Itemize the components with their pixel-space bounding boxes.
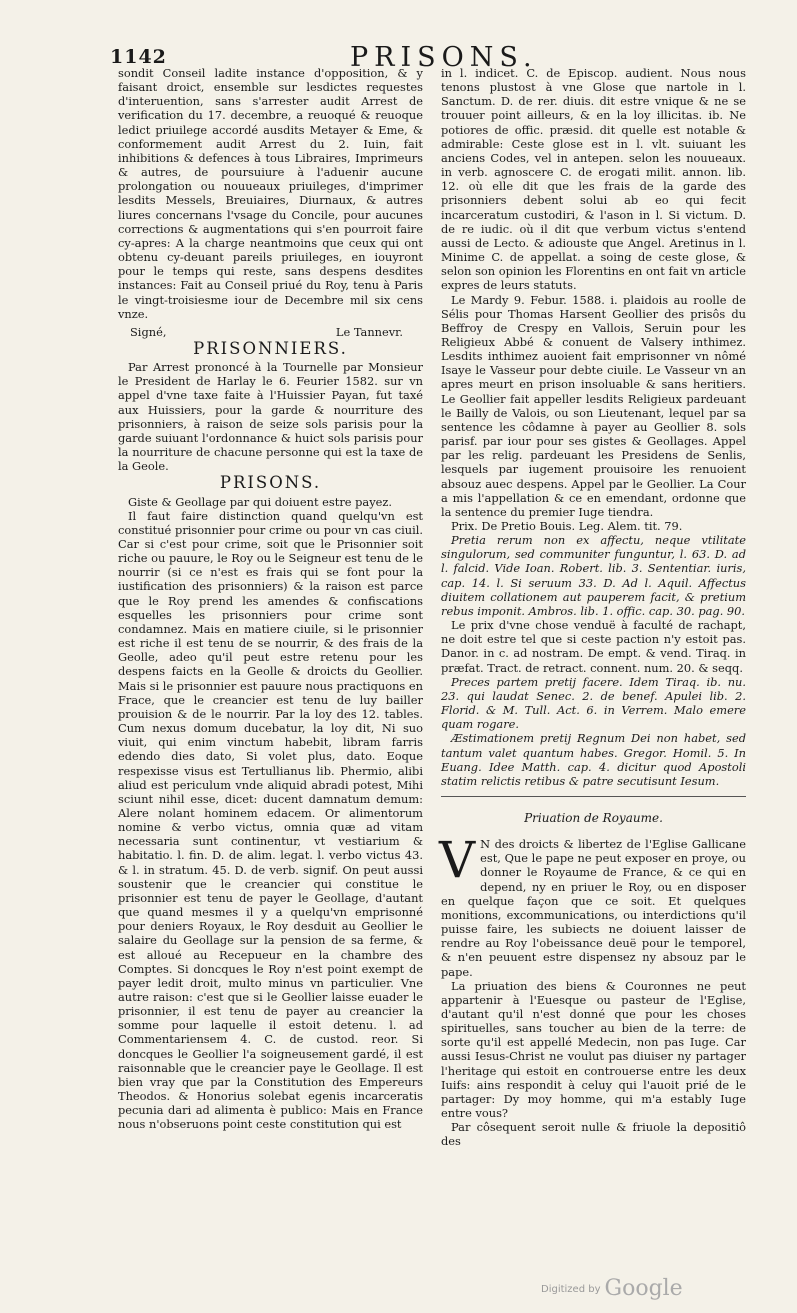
digitized-watermark xyxy=(541,1276,683,1301)
left-paragraph-1: sondit Conseil ladite instance d'opposition, & y faisant droict, ensemble sur lesdictes requestes d'interuention, sans s'arrester audit Arrest de verification du 17. decembre, a reuoqué & reuoque ledict priuilege accordé ausdits Metayer & Eme, & conformement audit Arrest du 2. Iuin, fait inhibitions & defences à tous Libraires, Imprimeurs & autres, de poursuiure à l'aduenir aucune prolongation ou nouueaux priuileges, d'imprimer lesdits Messels, Breuiaires, Diurnaux, & autres liures concernans l'vsage du Concile, pour aucunes corrections & augmentations qui s'en pourroit faire cy-apres: A la charge neantmoins que ceux qui ont obtenu cy-deuant pareils priuileges, en iouyront pour le temps qui reste, sans despens desdites instances: Fait au Conseil priué du Roy, tenu à Paris le vingt-troisiesme iour de Decembre mil six cens vnze. xyxy=(118,66,423,321)
page-number: 1142 xyxy=(110,46,167,68)
left-paragraph-2: Par Arrest prononcé à la Tournelle par Monsieur le President de Harlay le 6. Feurier 1582. sur vn appel d'vne taxe faite à l'Huissier Payan, fut taxé aux Huissiers, pour la garde & nourriture des prisonniers, à raison de seize sols parisis pour la garde suiuant l'ordonnance & huict sols parisis pour la nourriture de chacune personne qui est la taxe de la Geole. xyxy=(118,360,423,474)
right-paragraph-2: Le Mardy 9. Febur. 1588. i. plaidois au roolle de Sélis pour Thomas Harsent Geollier des prisôs du Beffroy de Crespy en Vallois, Seruin pour les Religieux Abbé & conuent de Valsery inthimez. Lesdits inthimez auoient fait emprisonner vn nômé Isaye le Vasseur pour debte ciuile. Le Vasseur vn an apres meurt en prison insoluable & sans heritiers. Le Geollier fait appeller lesdits Religieux pardeuant le Bailly de Valois, ou son Lieutenant, lequel par sa sentence les côdamne à payer au Geollier 8. sols parisf. par iour pour ses gistes & Geollages. Appel par les relig. pardeuant les Presidens de Senlis, lesquels par iugement prouisoire les renuoient absouz auec despens. Appel par le Geollier. La Cour a mis l'appellation & ce en emendant, ordonne que la sentence du premier Iuge tiendra. xyxy=(441,292,746,519)
right-paragraph-8 xyxy=(439,831,746,979)
right-paragraph-7: Æstimationem pretij Regnum Dei non habet, sed tantum valet quantum habes. Gregor. Homil. 5. In Euang. Idee Matth. cap. 4. dicitur quod Apostoli statim relictis retibus & patre secutisunt Iesum. xyxy=(441,731,746,788)
right-column xyxy=(441,66,746,1149)
heading-prisonniers: PRISONNIERS. xyxy=(193,338,348,358)
left-paragraph-3: Il faut faire distinction quand quelqu'vn est constitué prisonnier pour crime ou pour vn cas ciuil. Car si c'est pour crime, soit que le Prisonnier soit riche ou pauure, le Roy ou le Seigneur est tenu de le nourrir (si ce n'est es frais qui se font pour la iustification des prisonniers) & la raison est parce que le Roy prend les amendes & confiscations esquelles les prisonniers pour crime sont condamnez. Mais en matiere ciuile, si le prisonnier est riche il est tenu de se nourrir, & des frais de la Geolle, adeo qu'il peut estre retenu pour les despens faicts en la Geolle & droicts du Geollier. Mais si le prisonnier est pauure nous practiquons en Frace, que le creancier est tenu de luy bailler prouision & de le nourrir. Par la loy des 12. tables. Cum nexus domum ducebatur, la loy dit, Ni suo viuit, qui enim vinctum habebit, libram farris edendo dies dato, Si volet plus, dato. Eoque respexisse visus est Tertullianus lib. Phermio, alibi aliud est periculum vnde aliquid abradi potest, Mihi sciunt nihil esse, dicet: ducent damnatum demum: Alere nolant hominem edacem. Or alimentorum nomine & verbo victus, omnia quæ ad vitam necessaria sunt continentur, vt vestiarium & habitatio. l. fin. D. de alim. legat. l. verbo victus 43. & l. in stratum. 45. D. de verb. signif. On peut aussi soustenir que le creancier qui constitue le prisonnier est tenu de payer le Geollage, d'autant que quand mesmes il y a quelqu'vn emprisonné pour deniers Royaux, le Roy desduit au Geollier le salaire du Geollage sur la pension de sa ferme, & est alloué au Recepueur en la chambre des Comptes. Si doncques le Roy n'est point exempt de payer ledit droit, multo minus vn particulier. Vne autre raison: c'est que si le Geollier laisse euader le prisonnier, il est tenu de payer au creancier la somme pour laquelle il estoit detenu. l. ad Commentariensem 4. C. de custod. reor. Si doncques le Geollier l'a soigneusement gardé, il est raisonnable que le creancier paye le Geollage. Il est bien vray que par la Constitution des Empereurs Theodos. & Honorius solebat egenis incarceratis pecunia dari ad alimenta è publico: Mais en France nous n'obseruons point ceste constitution qui est xyxy=(118,508,423,1132)
signature-line xyxy=(118,325,423,339)
right-paragraph-10: Par côsequent seroit nulle & friuole la depositiô des xyxy=(441,1120,746,1149)
right-paragraph-6: Preces partem pretij facere. Idem Tiraq. ib. nu. 23. qui laudat Senec. 2. de benef. Apulei lib. 2. Florid. & M. Tull. Act. 6. in Verrem. Malo emere quam rogare. xyxy=(441,674,746,732)
running-title: PRISONS. xyxy=(350,42,538,73)
right-paragraph-5: Le prix d'vne chose venduë à faculté de rachapt, ne doit estre tel que si ceste paction n'y estoit pas. Danor. in c. ad nostram. De empt. & vend. Tiraq. in præfat. Tract. de retract. connent. num. 20. & seqq. xyxy=(441,618,746,675)
right-paragraph-9: La priuation des biens & Couronnes ne peut appartenir à l'Euesque ou pasteur de l'Eglise, d'autant qu'il n'est donné que pour les choses spirituelles, sans toucher au bien de la terre: de sorte qu'il est appellé Medecin, non pas Iuge. Car aussi Iesus-Christ ne voulut pas diuiser ny partager l'heritage qui estoit en controuerse entre les deux Iuifs: ains respondit à celuy qui l'auoit prié de le partager: Dy moy homme, qui m'a estably Iuge entre vous? xyxy=(441,978,746,1121)
section-divider xyxy=(441,796,746,797)
right-paragraph-4: Pretia rerum non ex affectu, neque vtilitate singulorum, sed communiter funguntur, l. 63. D. ad l. falcid. Vide Ioan. Robert. lib. 3. Sententiar. iuris, cap. 14. l. Si seruum 33. D. Ad l. Aquil. Affectus diuitem collationem aut pauperem facit, & pretium rebus imponit. Ambros. lib. 1. offic. cap. 30. pag. 90. xyxy=(441,533,746,618)
google-logo: Google xyxy=(604,1276,683,1301)
right-paragraph-1: in l. indicet. C. de Episcop. audient. Nous nous tenons plustost à vne Glose que nartole in l. Sanctum. D. de rer. diuis. dit estre vnique & ne se trouuer point ailleurs, & en la loy illicitas. ib. Ne potiores de offic. præsid. dit quelle est notable & admirable: Ceste glose est in l. vlt. suiuant les anciens Codes, vel in antepen. selon les nouueaux. in verb. agnoscere C. de erogati milit. annon. lib. 12. où elle dit que les frais de la garde des prisonniers debent solui ab eo qui fecit incarceratum custodiri, & l'ason in l. Si victum. D. de re iudic. où il dit que verbum victus s'entend aussi de Lecto. & adiouste que Angel. Aretinus in l. Minime C. de appellat. a soing de ceste glose, & selon son opinion les Florentins en ont fait vn article expres de leurs statuts. xyxy=(441,66,746,293)
right-paragraph-8-text: N des droicts & libertez de l'Eglise Gallicane est, Que le pape ne peut exposer en proye, ou donner le Royaume de France, & ce qui en depend, ny en priuer le Roy, ou en disposer en quelque façon que ce soit. Et quelques monitions, excommunications, ou interdictions qu'il puisse faire, les subiects ne doiuent laisser de rendre au Roy l'obeissance deuë pour le temporel, & n'en peuuent estre dispensez ny absouz par le pape. xyxy=(441,837,746,979)
drop-cap: V xyxy=(439,831,476,890)
signed-name: Le Tannevr. xyxy=(335,324,403,339)
subheading-prisons: Giste & Geollage par qui doiuent estre payez. xyxy=(128,494,393,509)
signed-label: Signé, xyxy=(130,324,167,339)
heading-prisons: PRISONS. xyxy=(219,473,322,493)
left-column xyxy=(118,66,423,1132)
heading-privation: Priuation de Royaume. xyxy=(524,810,663,825)
right-paragraph-3: Prix. De Pretio Bouis. Leg. Alem. tit. 79. xyxy=(451,519,683,533)
digitized-label: Digitized by xyxy=(541,1283,601,1295)
